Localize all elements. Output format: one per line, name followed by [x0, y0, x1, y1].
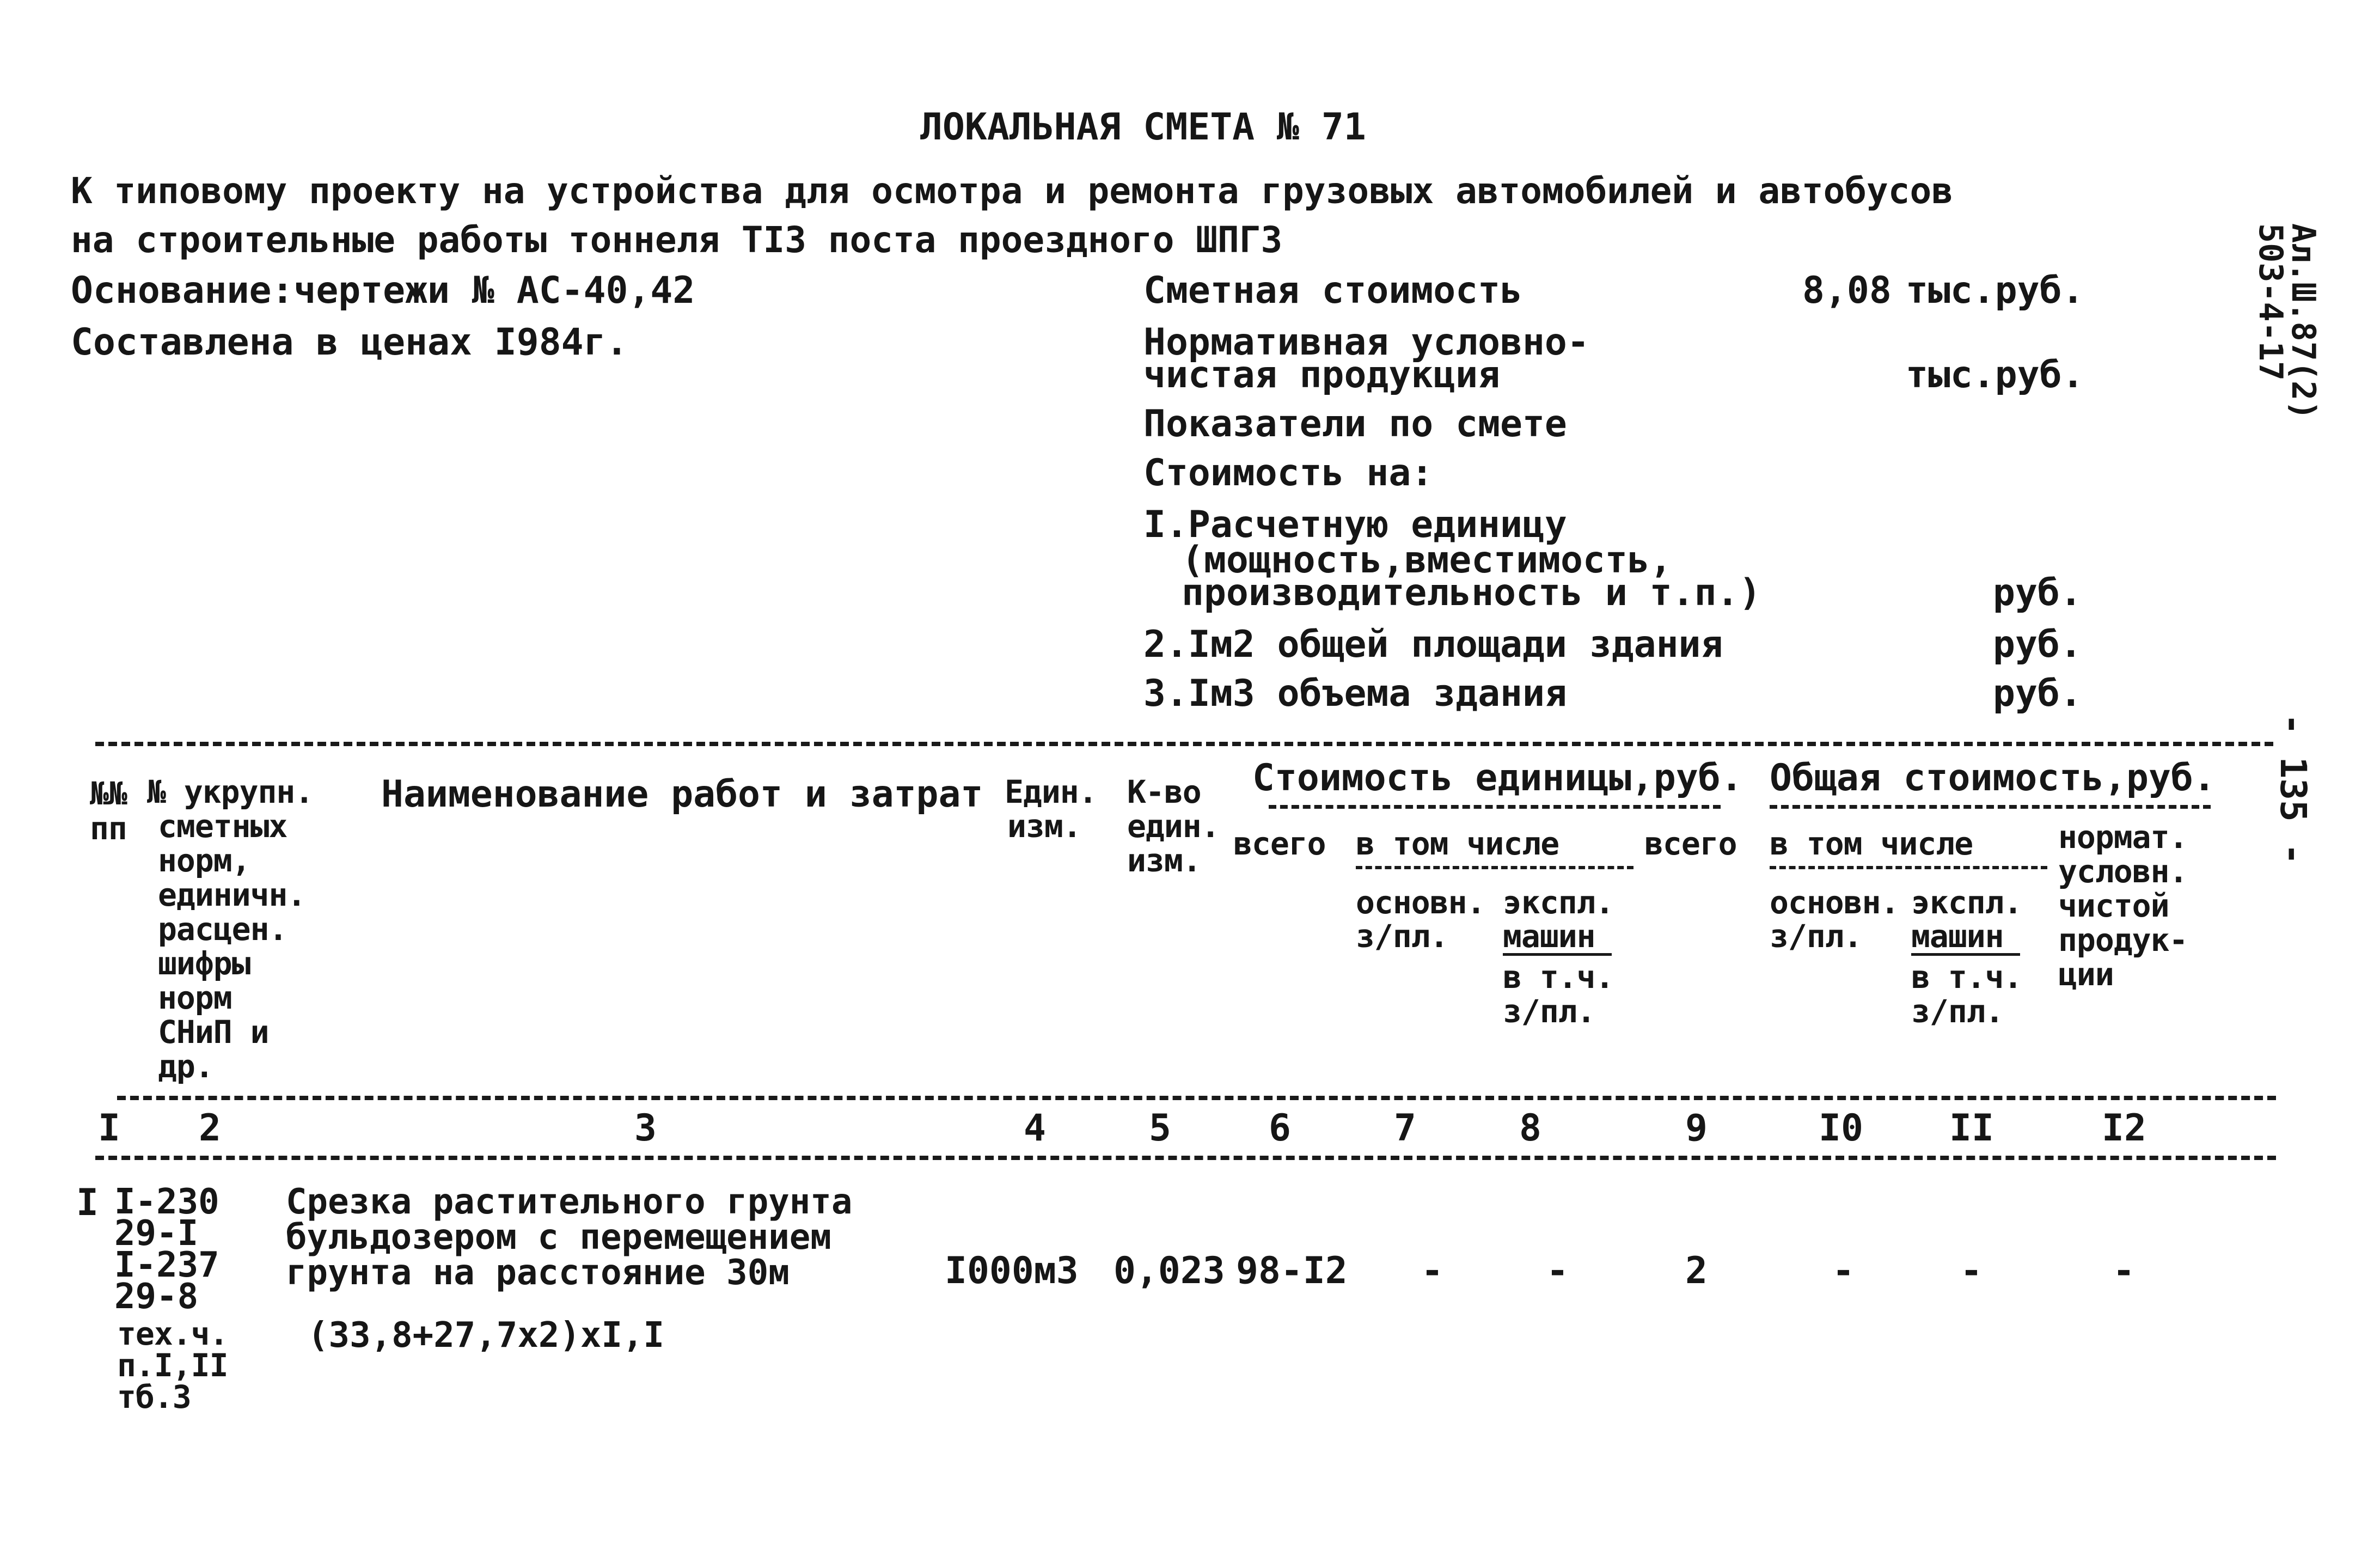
row-code: I-237 — [114, 1245, 219, 1285]
document-title: ЛОКАЛЬНАЯ СМЕТА № 71 — [920, 106, 1366, 149]
header-col-qty-line1: К-во — [1127, 773, 1201, 810]
header-unit-machines-wage-line1: в т.ч. — [1503, 959, 1614, 996]
row-total-machines: - — [1960, 1249, 1983, 1292]
header-total-machines-wage-line1: в т.ч. — [1911, 959, 2022, 996]
header-col-code-line: сметных — [158, 808, 287, 845]
row-unit-base-wage: - — [1421, 1249, 1443, 1292]
header-normative-line: условн. — [2058, 853, 2188, 890]
column-number: 5 — [1149, 1107, 1171, 1150]
table-top-rule — [95, 742, 2273, 746]
page-number: - 135 - — [2272, 713, 2314, 865]
row-code: I-230 — [114, 1182, 219, 1222]
header-total-machines-underline — [1911, 953, 2020, 956]
header-total-machines-line1: экспл. — [1911, 884, 2022, 921]
header-col-code-line: СНиП и — [158, 1014, 269, 1051]
header-col-code-line: др. — [158, 1048, 213, 1085]
estimated-cost-unit: тыс.руб. — [1906, 269, 2084, 312]
row-unit-machines: - — [1546, 1249, 1569, 1292]
indicator-1-line1: I.Расчетную единицу — [1143, 503, 1567, 546]
project-description-line1: К типовому проекту на устройства для осмотра и ремонта грузовых автомобилей и автобусов — [71, 170, 1953, 212]
column-number: I — [98, 1107, 120, 1150]
indicator-3: 3.Iм3 объема здания — [1143, 672, 1567, 715]
normative-unit: тыс.руб. — [1906, 353, 2084, 396]
price-basis-line: Составлена в ценах I984г. — [71, 321, 628, 364]
indicator-3-unit: руб. — [1993, 672, 2082, 715]
header-col-code-line: расцен. — [158, 911, 287, 948]
estimated-cost-value: 8,08 — [1802, 269, 1892, 312]
header-col-qty-line3: изм. — [1127, 842, 1201, 879]
normative-label-line2: чистая продукция — [1143, 353, 1501, 396]
header-total-machines-wage-line2: з/пл. — [1911, 993, 2004, 1030]
column-number: 6 — [1269, 1107, 1291, 1150]
header-normative-line: нормат. — [2058, 819, 2188, 856]
header-total-total: всего — [1644, 825, 1737, 862]
row-total-base-wage: - — [1832, 1249, 1855, 1292]
column-number: 3 — [634, 1107, 657, 1150]
header-col-code-line: № укрупн. — [147, 773, 314, 810]
header-unit-machines-underline — [1503, 953, 1612, 956]
header-col-code-line: единичн. — [158, 876, 306, 913]
header-col-code-line: шифры — [158, 945, 250, 982]
column-number: I2 — [2102, 1107, 2146, 1150]
header-unit-machines-line2: машин — [1503, 918, 1595, 955]
column-number: 4 — [1024, 1107, 1046, 1150]
header-col-qty-line2: един. — [1127, 808, 1220, 845]
header-unit-including: в том числе — [1356, 825, 1559, 862]
header-unit-base-wage-line2: з/пл. — [1356, 918, 1448, 955]
estimated-cost-label: Сметная стоимость — [1143, 269, 1522, 312]
indicators-label: Показатели по смете — [1143, 402, 1567, 445]
header-col-number: №№ пп — [90, 775, 127, 847]
column-number: I0 — [1819, 1107, 1863, 1150]
row-work-name: грунта на расстояние 30м — [286, 1253, 790, 1293]
column-number-bottom-rule — [95, 1156, 2276, 1160]
header-bottom-rule — [117, 1096, 2276, 1100]
row-code: п.I,II — [117, 1347, 228, 1384]
column-number: 9 — [1685, 1107, 1708, 1150]
normative-label-line1: Нормативная условно- — [1143, 321, 1589, 364]
header-col-unit-line2: изм. — [1007, 808, 1081, 845]
project-description-line2: на строительные работы тоннеля ТI3 поста проездного ШПГЗ — [71, 219, 1283, 261]
margin-album-code: Ал.Ш.87(2) — [2284, 223, 2322, 420]
header-col-code-line: норм, — [158, 842, 250, 879]
header-normative-line: продук- — [2058, 921, 2188, 959]
header-normative-line: ции — [2058, 956, 2114, 993]
header-unit-cost-rule — [1269, 805, 1721, 809]
header-unit-machines-wage-line2: з/пл. — [1503, 993, 1595, 1030]
header-col-work-name: Наименование работ и затрат — [381, 773, 983, 816]
header-col-code-line: норм — [158, 979, 232, 1016]
row-normative: - — [2113, 1249, 2135, 1292]
header-col-unit-line1: Един. — [1005, 773, 1097, 810]
header-total-including: в том числе — [1770, 825, 1973, 862]
indicator-2-unit: руб. — [1993, 623, 2082, 666]
header-total-machines-line2: машин — [1911, 918, 2004, 955]
row-work-name: бульдозером с перемещением — [286, 1217, 831, 1258]
indicator-1-line2: (мощность,вместимость, — [1182, 539, 1672, 582]
row-formula: (33,8+27,7х2)хI,I — [308, 1315, 665, 1356]
header-normative-line: чистой — [2058, 887, 2169, 924]
column-number: II — [1949, 1107, 1994, 1150]
indicator-1-line3: производительность и т.п.) — [1182, 571, 1761, 614]
column-number: 2 — [199, 1107, 221, 1150]
header-total-base-wage-line2: з/пл. — [1770, 918, 1862, 955]
column-number: 8 — [1519, 1107, 1541, 1150]
column-number: 7 — [1394, 1107, 1416, 1150]
row-unit: I000м3 — [945, 1249, 1079, 1292]
header-total-including-rule — [1770, 866, 2047, 869]
row-quantity: 0,023 — [1113, 1249, 1225, 1292]
header-unit-total: всего — [1233, 825, 1326, 862]
row-work-name: Срезка растительного грунта — [286, 1182, 853, 1222]
row-code: тех.ч. — [117, 1315, 228, 1352]
cost-on-label: Стоимость на: — [1143, 451, 1434, 495]
header-total-base-wage-line1: основн. — [1770, 884, 1899, 921]
row-unit-total: 98-I2 — [1236, 1249, 1348, 1292]
margin-project-code: 503-4-17 — [2251, 223, 2290, 381]
row-number: I — [76, 1181, 99, 1224]
row-code: тб.3 — [117, 1378, 191, 1415]
header-unit-including-rule — [1356, 866, 1633, 869]
indicator-2: 2.Iм2 общей площади здания — [1143, 623, 1723, 666]
basis-line: Основание:чертежи № АС-40,42 — [71, 269, 695, 312]
header-unit-cost-group: Стоимость единицы,руб. — [1252, 756, 1743, 800]
header-unit-base-wage-line1: основн. — [1356, 884, 1485, 921]
header-unit-machines-line1: экспл. — [1503, 884, 1614, 921]
header-total-cost-rule — [1770, 805, 2211, 809]
indicator-1-unit: руб. — [1993, 571, 2082, 614]
row-total: 2 — [1685, 1249, 1708, 1292]
header-total-cost-group: Общая стоимость,руб. — [1770, 756, 2216, 800]
row-code: 29-8 — [114, 1277, 199, 1317]
row-code: 29-I — [114, 1213, 199, 1254]
